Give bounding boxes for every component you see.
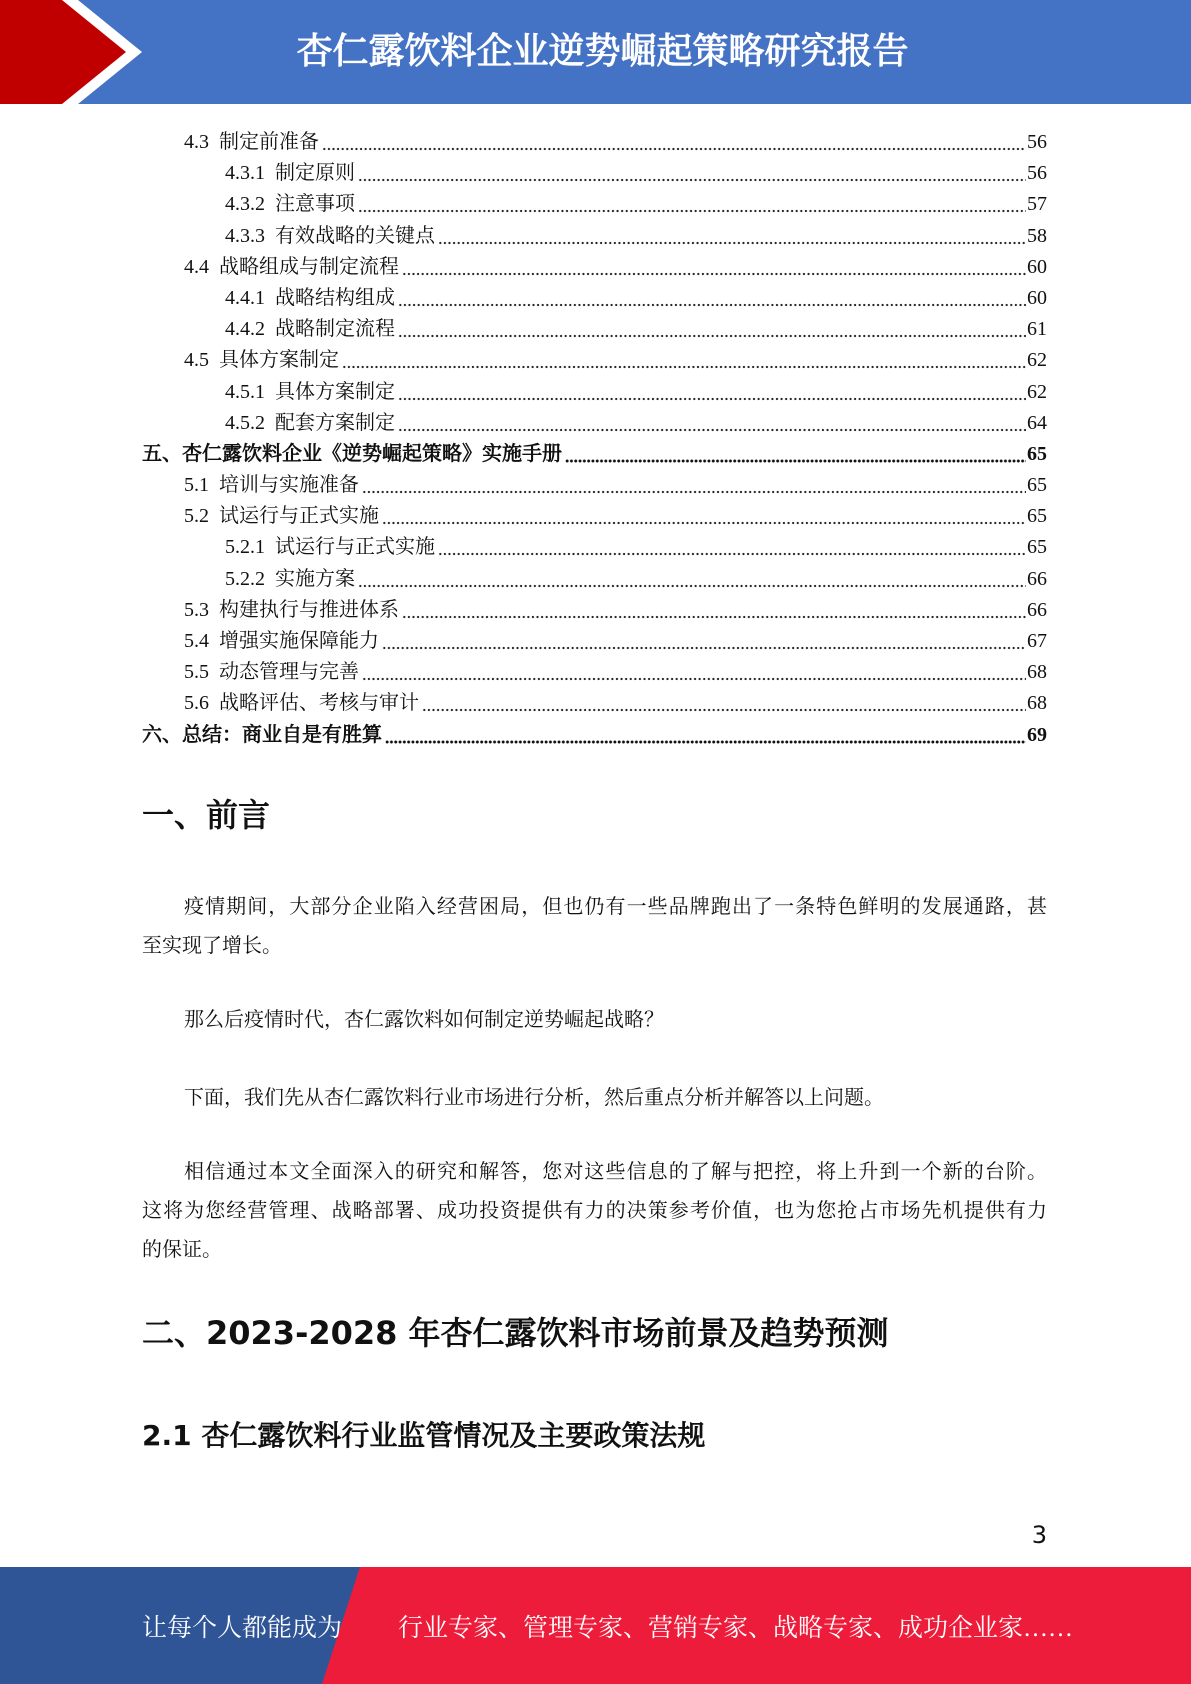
paragraph-line: 下面，我们先从杏仁露饮料行业市场进行分析，然后重点分析并解答以上问题。 <box>184 1086 884 1109</box>
toc-dot-leader <box>402 252 1026 283</box>
toc-dot-leader <box>358 564 1026 595</box>
toc-entry <box>142 470 1047 501</box>
toc-entry-page: 56 <box>1027 131 1047 153</box>
toc-entry-title: 五、杏仁露饮料企业《逆势崛起策略》实施手册 <box>142 442 562 465</box>
toc-entry-title: 5.5 动态管理与完善 <box>184 661 359 684</box>
toc-entry <box>142 345 1047 376</box>
toc-entry-page: 66 <box>1027 567 1047 590</box>
toc-entry-title: 4.4 战略组成与制定流程 <box>184 255 399 278</box>
footer-slogan-lead: 让每个人都能成为 <box>142 1615 343 1642</box>
toc-dot-leader <box>398 283 1026 314</box>
toc-entry-title: 4.4.1 战略结构组成 <box>225 286 395 309</box>
paragraph-line: 这将为您经营管理、战略部署、成功投资提供有力的决策参考价值，也为您抢占市场先机提供有力 <box>142 1199 1047 1222</box>
toc-dot-leader <box>398 314 1026 345</box>
toc-entry <box>142 595 1047 626</box>
page-footer <box>0 1567 1191 1684</box>
toc-dot-leader <box>358 158 1026 189</box>
toc-entry-title: 5.2.2 实施方案 <box>225 567 355 590</box>
toc-entry <box>142 657 1047 688</box>
toc-entry-page: 66 <box>1027 598 1047 621</box>
toc-entry-page: 65 <box>1027 536 1047 559</box>
subsection-heading: 2.1 杏仁露饮料行业监管情况及主要政策法规 <box>142 1419 706 1452</box>
toc-entry-title: 4.5.1 具体方案制定 <box>225 380 395 403</box>
section-heading-outlook: 二、2023-2028 年杏仁露饮料市场前景及趋势预测 <box>142 1314 889 1352</box>
toc-entry-title: 4.3.1 制定原则 <box>225 162 355 185</box>
toc-dot-leader <box>438 532 1026 563</box>
toc-entry <box>142 626 1047 657</box>
toc-dot-leader <box>382 626 1026 657</box>
toc-entry-title: 4.4.2 战略制定流程 <box>225 318 395 341</box>
toc-entry-title: 5.6 战略评估、考核与审计 <box>184 692 419 715</box>
toc-entry-title: 5.1 培训与实施准备 <box>184 474 359 497</box>
toc-dot-leader <box>322 127 1026 158</box>
toc-entry-title: 4.5 具体方案制定 <box>184 349 339 372</box>
toc-entry-page: 62 <box>1027 380 1047 403</box>
toc-entry-page: 61 <box>1027 318 1047 341</box>
toc-entry-page: 65 <box>1027 505 1047 528</box>
toc-entry <box>142 377 1047 408</box>
toc-entry <box>142 127 1047 158</box>
toc-entry-title: 5.2 试运行与正式实施 <box>184 505 379 528</box>
toc-entry <box>142 439 1047 470</box>
paragraph <box>142 888 1047 966</box>
toc-entry-page: 68 <box>1027 692 1047 715</box>
toc-entry <box>142 158 1047 189</box>
toc-entry-title: 5.3 构建执行与推进体系 <box>184 598 399 621</box>
toc-entry-page: 56 <box>1027 162 1047 185</box>
paragraph <box>142 1079 1047 1118</box>
toc-entry-page: 68 <box>1027 661 1047 684</box>
toc-entry <box>142 221 1047 252</box>
toc-dot-leader <box>398 408 1026 439</box>
toc-dot-leader <box>438 221 1026 252</box>
report-title: 杏仁露饮料企业逆势崛起策略研究报告 <box>296 31 909 72</box>
toc-entry-page: 62 <box>1027 349 1047 372</box>
toc-entry-title: 六、总结：商业自是有胜算 <box>142 723 382 746</box>
toc-entry-page: 60 <box>1027 255 1047 278</box>
page-number: 3 <box>1031 1521 1047 1549</box>
toc-entry <box>142 532 1047 563</box>
toc-entry <box>142 408 1047 439</box>
toc-entry-title: 4.5.2 配套方案制定 <box>225 411 395 434</box>
paragraph-line: 相信通过本文全面深入的研究和解答，您对这些信息的了解与把控，将上升到一个新的台阶。 <box>184 1160 1047 1183</box>
toc-dot-leader <box>385 720 1026 751</box>
toc-entry <box>142 189 1047 220</box>
toc-entry-page: 65 <box>1027 474 1047 497</box>
paragraph <box>142 1001 1047 1040</box>
toc-entry-title: 4.3.2 注意事项 <box>225 193 355 216</box>
paragraph-line: 疫情期间，大部分企业陷入经营困局，但也仍有一些品牌跑出了一条特色鲜明的发展通路，甚 <box>184 895 1047 918</box>
toc-dot-leader <box>382 501 1026 532</box>
toc-entry-title: 5.2.1 试运行与正式实施 <box>225 536 435 559</box>
toc-entry-page: 64 <box>1027 411 1047 434</box>
toc-entry <box>142 720 1047 751</box>
toc-entry <box>142 564 1047 595</box>
toc-dot-leader <box>402 595 1026 626</box>
toc-entry-page: 58 <box>1027 224 1047 247</box>
toc-dot-leader <box>358 189 1026 220</box>
toc-entry-page: 69 <box>1027 723 1047 746</box>
toc-dot-leader <box>565 439 1026 470</box>
toc-dot-leader <box>362 470 1026 501</box>
section-heading-preface: 一、前言 <box>142 796 271 834</box>
toc-dot-leader <box>342 345 1026 376</box>
toc-entry-title: 5.4 增强实施保障能力 <box>184 630 379 652</box>
toc-entry <box>142 688 1047 719</box>
paragraph-line: 的保证。 <box>142 1238 222 1261</box>
paragraph <box>142 1153 1047 1270</box>
footer-slogan-roles: 行业专家、管理专家、营销专家、战略专家、成功企业家…… <box>398 1615 1074 1642</box>
paragraph-line: 那么后疫情时代，杏仁露饮料如何制定逆势崛起战略？ <box>184 1008 664 1031</box>
toc-entry <box>142 283 1047 314</box>
toc-entry-title: 4.3 制定前准备 <box>184 131 319 153</box>
toc-dot-leader <box>398 377 1026 408</box>
toc-entry-title: 4.3.3 有效战略的关键点 <box>225 224 435 247</box>
toc-entry-page: 57 <box>1027 193 1047 216</box>
paragraph-line: 至实现了增长。 <box>142 934 282 957</box>
toc-entry-page: 60 <box>1027 286 1047 309</box>
toc-dot-leader <box>362 657 1026 688</box>
report-header <box>0 0 1191 104</box>
toc-entry-page: 65 <box>1027 442 1047 465</box>
toc-entry-page: 67 <box>1027 630 1047 652</box>
toc-dot-leader <box>422 688 1026 719</box>
toc-entry <box>142 501 1047 532</box>
toc-list <box>142 127 1047 751</box>
toc-entry <box>142 252 1047 283</box>
toc-entry <box>142 314 1047 345</box>
